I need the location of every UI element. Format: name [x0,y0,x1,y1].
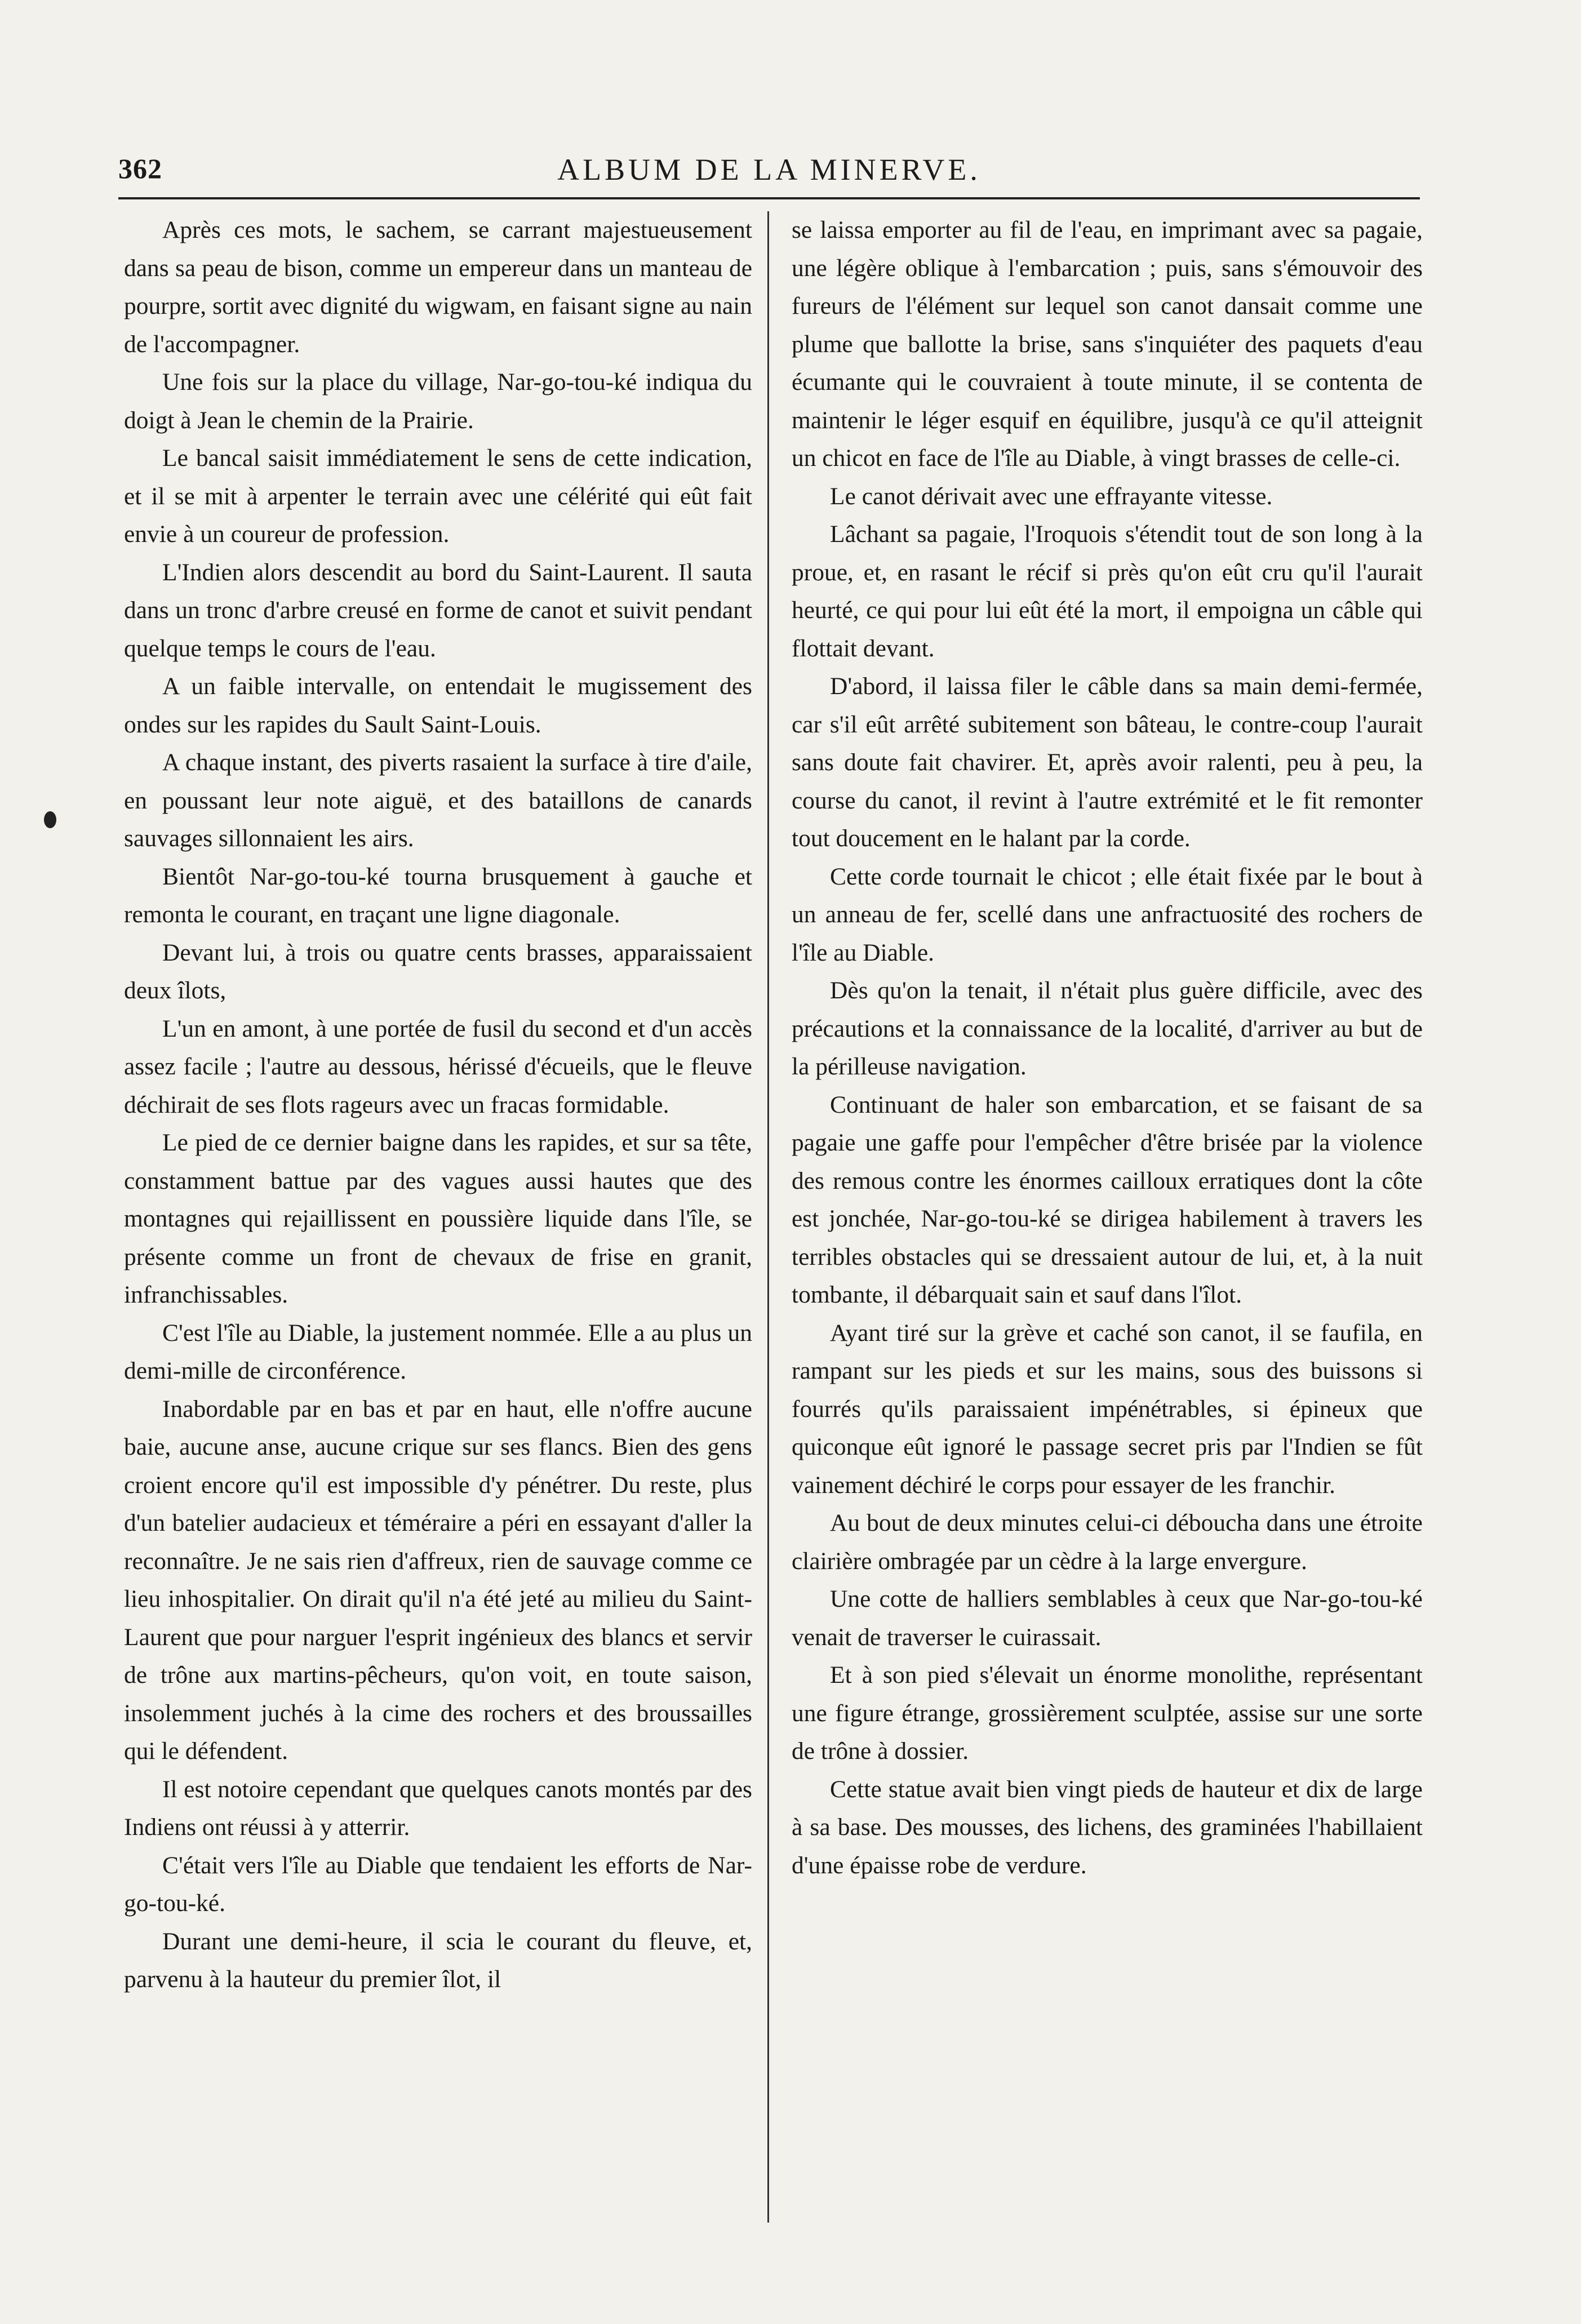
paragraph: A chaque instant, des piverts rasaient la surface à tire d'aile, en poussant leur note aiguë, et des bataillons de canards sauvages sillonnaient les airs. [124,749,752,852]
paragraph: Dès qu'on la tenait, il n'était plus guère difficile, avec des précautions et la connaissance de la localité, d'arriver au but de la périlleuse navigation. [792,977,1423,1080]
paragraph: C'était vers l'île au Diable que tendaient les efforts de Nar-go-tou-ké. [124,1851,752,1917]
paragraph: A un faible intervalle, on entendait le mugissement des ondes sur les rapides du Sault Saint-Louis. [124,673,752,738]
paragraph: Le pied de ce dernier baigne dans les rapides, et sur sa tête, constamment battue par des vagues aussi hautes que des montagnes qui rejaillissent en poussière liquide dans l'île, se présente comme un front de chevaux de frise en granit, infranchissables. [124,1129,752,1308]
paragraph-continuation: se laissa emporter au fil de l'eau, en imprimant avec sa pagaie, une légère oblique à l'embarcation ; puis, sans s'émouvoir des fureurs de l'élément sur lequel son canot dansait comme une plume que ballotte la brise, sans s'inquiéter des paquets d'eau écumante qui le couvraient à toute minute, il se contenta de maintenir le léger esquif en équilibre, jusqu'à ce qu'il atteignit un chicot en face de l'île au Diable, à vingt brasses de celle-ci. [792,216,1423,472]
paragraph: C'est l'île au Diable, la justement nommée. Elle a au plus un demi-mille de circonférence. [124,1319,752,1384]
running-header [118,152,1420,192]
page-number: 362 [118,153,162,184]
paragraph: Le bancal saisit immédiatement le sens de cette indication, et il se mit à arpenter le terrain avec une célérité qui eût fait envie à un coureur de profession. [124,445,752,548]
header-rule [118,197,1420,199]
ink-speck [44,811,56,828]
paragraph: D'abord, il laissa filer le câble dans sa main demi-fermée, car s'il eût arrêté subitement son bâteau, le contre-coup l'aurait sans doute fait chavirer. Et, après avoir ralenti, peu à peu, la course du canot, il revint à l'autre extrémité et le fit remonter tout doucement en le halant par la corde. [792,673,1423,852]
paragraph: Après ces mots, le sachem, se carrant majestueusement dans sa peau de bison, comme un empereur dans un manteau de pourpre, sortit avec dignité du wigwam, en faisant signe au nain de l'accompagner. [124,216,752,358]
left-column [124,211,752,1999]
paragraph: Au bout de deux minutes celui-ci déboucha dans une étroite clairière ombragée par un cèdre à la large envergure. [792,1509,1423,1575]
paragraph: Bientôt Nar-go-tou-ké tourna brusquement à gauche et remonta le courant, en traçant une ligne diagonale. [124,863,752,928]
column-divider [767,211,769,2223]
paragraph: L'Indien alors descendit au bord du Saint-Laurent. Il sauta dans un tronc d'arbre creusé en forme de canot et suivit pendant quelque temps le cours de l'eau. [124,558,752,662]
paragraph: Et à son pied s'élevait un énorme monolithe, représentant une figure étrange, grossièrement sculptée, assise sur une sorte de trône à dossier. [792,1661,1423,1765]
paragraph: Lâchant sa pagaie, l'Iroquois s'étendit tout de son long à la proue, et, en rasant le récif si près qu'on eût cru qu'il l'aurait heurté, ce qui pour lui eût été la mort, il empoigna un câble qui flottait devant. [792,521,1423,662]
paragraph: Ayant tiré sur la grève et caché son canot, il se faufila, en rampant sur les pieds et sur les mains, sous des buissons si fourrés qu'ils paraissaient impénétrables, si épineux que quiconque eût ignoré le passage secret pris par l'Indien se fût vainement déchiré le corps pour essayer de les franchir. [792,1319,1423,1499]
paragraph: Devant lui, à trois ou quatre cents brasses, apparaissaient deux îlots, [124,939,752,1004]
right-column [792,211,1423,1885]
paragraph: Une fois sur la place du village, Nar-go-tou-ké indiqua du doigt à Jean le chemin de la Prairie. [124,368,752,434]
paragraph: Durant une demi-heure, il scia le courant du fleuve, et, parvenu à la hauteur du premier îlot, il [124,1927,752,1993]
paragraph: Cette statue avait bien vingt pieds de hauteur et dix de large à sa base. Des mousses, des lichens, des graminées l'habillaient d'une épaisse robe de verdure. [792,1775,1423,1879]
paragraph: Cette corde tournait le chicot ; elle était fixée par le bout à un anneau de fer, scellé dans une anfractuosité des rochers de l'île au Diable. [792,863,1423,966]
paragraph: Il est notoire cependant que quelques canots montés par des Indiens ont réussi à y atterrir. [124,1775,752,1841]
journal-title: ALBUM DE LA MINERVE. [557,153,981,186]
paragraph: Une cotte de halliers semblables à ceux que Nar-go-tou-ké venait de traverser le cuirassait. [792,1585,1423,1651]
paragraph: Le canot dérivait avec une effrayante vitesse. [830,482,1273,510]
paragraph: L'un en amont, à une portée de fusil du second et d'un accès assez facile ; l'autre au dessous, hérissé d'écueils, que le fleuve déchirait de ses flots rageurs avec un fracas formidable. [124,1015,752,1118]
paragraph: Continuant de haler son embarcation, et se faisant de sa pagaie une gaffe pour l'empêcher d'être brisée par la violence des remous contre les énormes cailloux erratiques dont la côte est jonchée, Nar-go-tou-ké se dirigea habilement à travers les terribles obstacles qui se dressaient autour de lui, et, à la nuit tombante, il débarquait sain et sauf dans l'îlot. [792,1091,1423,1308]
paragraph: Inabordable par en bas et par en haut, elle n'offre aucune baie, aucune anse, aucune crique sur ses flancs. Bien des gens croient encore qu'il est impossible d'y pénétrer. Du reste, plus d'un batelier audacieux et téméraire a péri en essayant d'aller la reconnaître. Je ne sais rien d'affreux, rien de sauvage comme ce lieu inhospitalier. On dirait qu'il n'a été jeté au milieu du Saint-Laurent que pour narguer l'esprit ingénieux des blancs et servir de trône aux martins-pêcheurs, qu'on voit, en toute saison, insolemment juchés à la cime des rochers et des broussailles qui le défendent. [124,1395,752,1765]
